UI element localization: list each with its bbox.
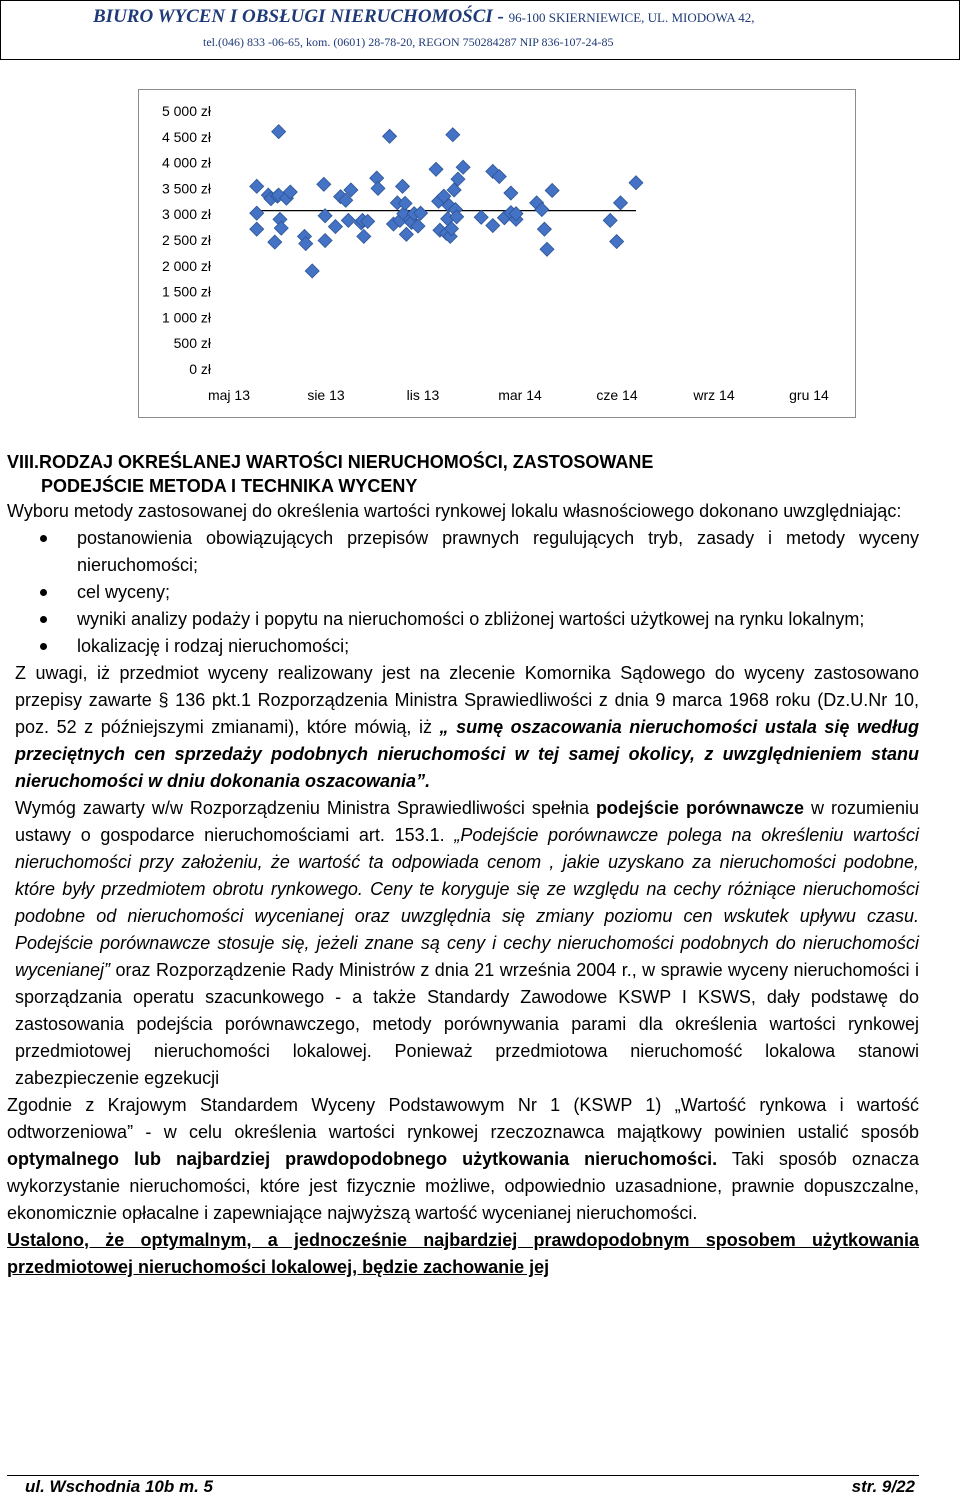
list-item [7,606,919,633]
x-tick-label: cze 14 [596,387,638,403]
data-point [486,219,500,233]
data-point [272,125,286,139]
criteria-list [7,525,919,660]
y-tick-label: 3 000 zł [161,206,211,223]
company-contact: tel.(046) 833 -06-65, kom. (0601) 28-78-20, REGON 750284287 NIP 836-107-24-85 [203,35,614,49]
y-tick-label: 4 500 zł [161,128,211,145]
letterhead-line-1 [93,6,755,28]
chart-canvas [139,90,855,417]
y-tick-label: 1 000 zł [161,309,211,326]
paragraph-text: Zgodnie z Krajowym Standardem Wyceny Podstawowym Nr 1 (KSWP 1) „Wartość rynkowa i wartość odtworzeniowa” - w celu określenia wartości rynkowej rzeczoznawca majątkowy powinien ustalić sposób [7,1095,919,1142]
y-tick-label: 5 000 zł [161,103,211,119]
x-tick-label: wrz 14 [693,387,735,403]
paragraph-text: oraz Rozporządzenie Rady Ministrów z dnia 21 września 2004 r., w sprawie wyceny nieruchomości i sporządzania operatu szacunkowego - a także Standardy Zawodowe KSWP I KSWS, dały podstawę do zastosowania podejścia porównawczego, metody porównywania parami dla określenia wartości rynkowej przedmiotowej nieruchomości lokalowej. Ponieważ przedmiotowa nieruchomość lokalowa stanowi zabezpieczenie egzekucji [15,960,919,1088]
section-heading-line-1: VIII.RODZAJ OKREŚLANEJ WARTOŚCI NIERUCHOMOŚCI, ZASTOSOWANE [7,452,654,472]
page-number: str. 9/22 [851,1477,915,1496]
emphasis-text: podejście porównawcze [595,798,804,818]
bullet-icon [40,643,47,650]
data-point [504,186,518,200]
y-tick-label: 2 000 zł [161,257,211,274]
x-tick-label: sie 13 [307,387,345,403]
paragraph-regulation [7,660,919,795]
data-point [429,162,443,176]
x-tick-label: mar 14 [498,387,542,403]
data-point [250,206,264,220]
bullet-icon [40,589,47,596]
company-address: 96-100 SKIERNIEWICE, UL. MIODOWA 42, [508,10,755,25]
data-point [474,210,488,224]
data-point [250,222,264,236]
list-item [7,579,919,606]
data-point [446,128,460,142]
data-point [268,235,282,249]
data-point [317,177,331,191]
list-item-text: wyniki analizy podaży i popytu na nieruchomości o zbliżonej wartości użytkowej na rynku lokalnym; [77,609,865,629]
y-tick-label: 500 zł [173,335,211,352]
intro-paragraph: Wyboru metody zastosowanej do określenia wartości rynkowej lokalu własnościowego dokonano uwzględniając: [7,501,902,521]
data-point [341,213,355,227]
letterhead [0,0,960,60]
y-tick-label: 1 500 zł [161,283,211,300]
price-scatter-chart [138,89,856,418]
data-point [396,179,410,193]
list-item-text: lokalizację i rodzaj nieruchomości; [77,636,350,656]
x-tick-label: lis 13 [406,387,440,403]
data-point [383,129,397,143]
data-point [614,196,628,210]
data-point [371,181,385,195]
paragraph-text: Wymóg zawarty w/w Rozporządzeniu Ministra Sprawiedliwości spełnia [15,798,596,818]
section-heading [7,450,919,498]
data-point [357,229,371,243]
list-item-text: postanowienia obowiązujących przepisów prawnych regulujących tryb, zasady i metody wyceny nieruchomości; [77,528,919,575]
data-point [305,264,319,278]
paragraph-text: Taki sposób oznacza wykorzystanie nieruchomości, które jest fizycznie możliwe, odpowiednio uzasadnione, prawnie dopuszczalne, ekonomicznie opłacalne i zapewniające najwyższą wartość wycenianej nieruchomości. [7,1149,919,1223]
data-point [328,220,342,234]
paragraph-standard [7,1092,919,1227]
bullet-icon [40,616,47,623]
emphasis-text: optymalnego lub najbardziej prawdopodobnego użytkowania nieruchomości. [7,1149,718,1169]
data-point [545,183,559,197]
data-point [540,242,554,256]
y-tick-label: 0 zł [189,361,211,377]
section-heading-line-2: PODEJŚCIE METODA I TECHNIKA WYCENY [41,476,418,496]
data-point [318,234,332,248]
page-footer [7,1475,919,1496]
list-item [7,633,919,660]
x-tick-label: maj 13 [207,387,251,403]
y-tick-label: 2 500 zł [161,232,211,248]
paragraph-text: w rozumieniu ustawy o gospodarce nieruchomościami art. 153.1. [15,798,919,845]
list-item [7,525,919,579]
y-tick-label: 4 000 zł [161,154,211,171]
list-item-text: cel wyceny; [77,582,171,602]
x-tick-label: gru 14 [789,387,829,403]
document-body [7,450,919,1281]
data-point [629,176,643,190]
bullet-icon [40,535,47,542]
law-quote: „Podejście porównawcze polega na określeniu wartości nieruchomości przy założeniu, że wartość ta odpowiada cenom , jakie uzyskano za nieruchomości podobne, które były przedmiotem obrotu rynkowego. Ceny te koryguje się ze względu na cechy różniące nieruchomości podobne od nieruchomości wycenianej oraz uwzględnia się zmiany poziomu cen wskutek upływu czasu. Podejście porównawcze stosuje się, jeżeli znane są ceny i cechy nieruchomości podobnych do nieruchomości wycenianej” [15,825,919,980]
regulation-quote: „ sumę oszacowania nieruchomości ustala się według przeciętnych cen sprzedaży podobnych nieruchomości w tej samej okolicy, z uwzględnieniem stanu nieruchomości w dniu dokonania oszacowania”. [15,717,919,791]
data-point [537,222,551,236]
y-tick-label: 3 500 zł [161,180,211,197]
paragraph-conclusion: Ustalono, że optymalnym, a jednocześnie najbardziej prawdopodobnym sposobem użytkowania przedmiotowej nieruchomości lokalowej, będzie zachowanie jej [7,1230,919,1277]
company-name: BIURO WYCEN I OBSŁUGI NIERUCHOMOŚCI - [93,6,504,27]
data-point [603,213,617,227]
footer-address: ul. Wschodnia 10b m. 5 [25,1477,213,1496]
data-point [250,179,264,193]
paragraph-text: Z uwagi, iż przedmiot wyceny realizowany jest na zlecenie Komornika Sądowego do wyceny zastosowano przepisy zawarte § 136 pkt.1 Rozporządzenia Ministra Sprawiedliwości z dnia 9 marca 1968 roku (Dz.U.Nr 10, poz. 52 z późniejszymi zmianami), które mówią, iż [15,663,919,737]
data-point [610,235,624,249]
paragraph-approach [7,795,919,1092]
